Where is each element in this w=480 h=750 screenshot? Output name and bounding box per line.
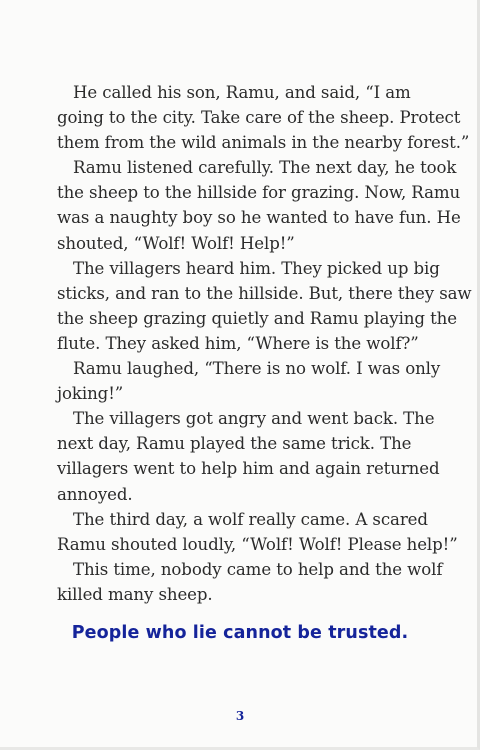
story-paragraph — [57, 356, 457, 406]
story-line: shouted, “Wolf! Wolf! Help!” — [57, 233, 295, 253]
story-line: joking!” — [57, 384, 124, 404]
story-line: killed many sheep. — [57, 584, 213, 604]
moral-text: People who lie cannot be trusted. — [71, 623, 409, 643]
story-line: He called his son, Ramu, and said, “I am — [73, 83, 411, 102]
story-paragraph — [57, 557, 457, 607]
story-paragraph — [57, 256, 472, 356]
story-line: sticks, and ran to the hillside. But, there they saw — [57, 283, 472, 303]
story-line: them from the wild animals in the nearby forest.” — [57, 133, 470, 153]
story-line: next day, Ramu played the same trick. The — [57, 434, 412, 454]
story-line: Ramu shouted loudly, “Wolf! Wolf! Please help!” — [57, 534, 458, 554]
story-line: The third day, a wolf really came. A scared — [73, 509, 428, 529]
story-line: villagers went to help him and again returned — [57, 459, 440, 479]
story-line: the sheep to the hillside for grazing. Now, Ramu — [57, 183, 461, 203]
story-line: the sheep grazing quietly and Ramu playing the — [57, 308, 457, 328]
story-line: The villagers got angry and went back. The — [73, 409, 435, 429]
page-number: 3 — [235, 709, 245, 723]
story-paragraph — [57, 80, 470, 155]
story-line: was a naughty boy so he wanted to have fun. He — [57, 208, 461, 228]
story-paragraph — [57, 155, 461, 255]
story-paragraph — [57, 406, 457, 506]
story-line: This time, nobody came to help and the wolf — [73, 559, 443, 579]
story-text — [57, 80, 472, 607]
story-line: annoyed. — [57, 484, 133, 504]
story-line: flute. They asked him, “Where is the wolf?” — [57, 333, 419, 353]
story-line: The villagers heard him. They picked up big — [73, 258, 440, 278]
story-line: going to the city. Take care of the sheep. Protect — [57, 108, 461, 128]
story-line: Ramu listened carefully. The next day, he took — [73, 158, 457, 178]
story-line: Ramu laughed, “There is no wolf. I was only — [73, 359, 441, 379]
story-paragraph — [57, 507, 457, 557]
